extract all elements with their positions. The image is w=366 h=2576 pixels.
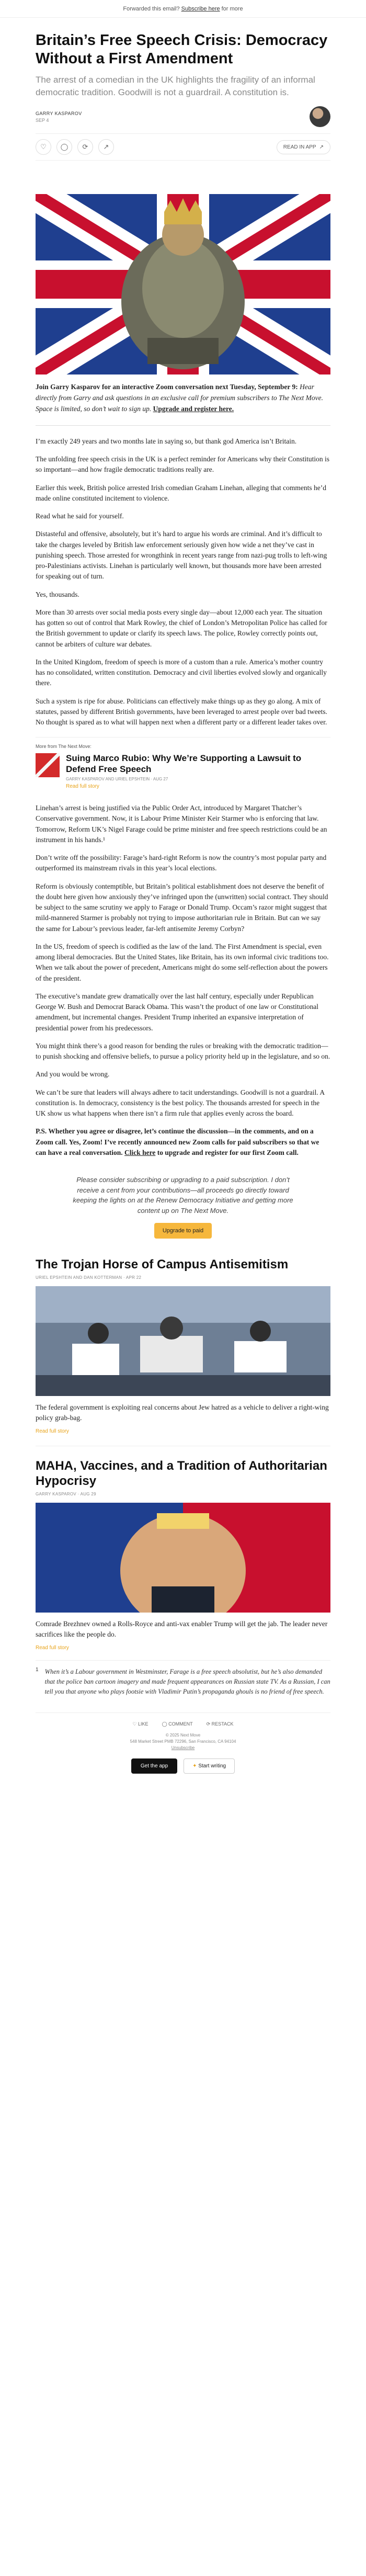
share-icon[interactable]: ↗ (98, 139, 114, 155)
related-read-link[interactable]: Read full story (36, 1645, 69, 1651)
post-subtitle: The arrest of a comedian in the UK highlights the fragility of an informal democratic tradition. Goodwill is not a guardrail. A constitution is. (36, 74, 315, 97)
paragraph: I’m exactly 249 years and two months late in saying so, but thank god America isn’t Britain. (36, 437, 297, 445)
byline (36, 106, 330, 127)
get-app-button[interactable]: Get the app (131, 1758, 177, 1774)
forward-suffix: for more (221, 5, 243, 12)
upgrade-button[interactable]: Upgrade to paid (154, 1223, 212, 1239)
portrait-photo (36, 1503, 330, 1613)
paragraph: The unfolding free speech crisis in the UK is a perfect reminder for Americans why their Constitution is so important—and how fragile democratic traditions really are. (36, 455, 329, 474)
start-writing-button[interactable] (184, 1758, 235, 1774)
related-post-card[interactable] (36, 1459, 330, 1651)
post-title[interactable]: Britain’s Free Speech Crisis: Democracy Without a First Amendment (36, 32, 328, 67)
promo-body: Hear directly from Garry and ask questions in an exclusive call for premium subscribers to The Next Move. Space is limited, so don’t wait to sign up. (36, 383, 324, 413)
star-icon: ✦ (192, 1763, 197, 1769)
unsubscribe-link[interactable]: Unsubscribe (171, 1745, 195, 1750)
post-date: SEP 4 (36, 117, 49, 123)
content-column (0, 31, 366, 1784)
embed-title[interactable]: Suing Marco Rubio: Why We’re Supporting a Lawsuit to Defend Free Speech (66, 753, 302, 774)
ps-suffix: to upgrade and register for our first Zoom call. (155, 1148, 299, 1156)
email-footer (36, 1712, 330, 1784)
footnote-number[interactable]: 1 (36, 1667, 39, 1673)
related-excerpt: Comrade Brezhnev owned a Rolls-Royce and anti-vax enabler Trump will get the jab. The leader never sacrifices like the people do. (36, 1619, 328, 1639)
read-in-app-button[interactable] (277, 140, 330, 154)
paragraph-link[interactable]: Read what he said for yourself. (36, 512, 124, 520)
ps-text: P.S. Whether you agree or disagree, let’s continue the discussion—in the comments, and on a Zoom call. Yes, Zoom! I’ve recently announced new Zoom calls for paid subscribers so that we can have a real conversation. (36, 1127, 319, 1156)
post-actions (36, 133, 330, 161)
related-read-link[interactable]: Read full story (36, 1428, 69, 1435)
author-name[interactable]: GARRY KASPAROV (36, 110, 82, 116)
paragraph: And you would be wrong. (36, 1070, 110, 1079)
paragraph: Linehan’s arrest is being justified via the Public Order Act, introduced by Margaret Thatcher’s Conservative government. Now, it is Labour Prime Minister Keir Starmer who is enforcing that law. Tomorrow, Reform UK’s Nigel Farage could be prime minister and free speech restrictions could be an instrument in his hands.¹ (36, 804, 327, 844)
related-meta: URIEL EPSHTEIN AND DAN KOTTERMAN · APR 22 (36, 1275, 142, 1280)
postscript (36, 1126, 330, 1158)
footer-restack-button[interactable]: ⟳ RESTACK (206, 1721, 234, 1727)
mailing-address: 548 Market Street PMB 72296, San Francisco, CA 94104 (130, 1739, 236, 1744)
paragraph: You might think there’s a good reason for bending the rules or breaking with the democratic tradition—to punish shocking and offensive beliefs, to pursue a policy priority held up in the legislature, and so on. (36, 1041, 330, 1061)
promo-register-link[interactable]: Upgrade and register here. (153, 404, 234, 413)
embedded-post-card[interactable] (36, 737, 330, 796)
like-icon[interactable]: ♡ (36, 139, 51, 155)
promo-lead: Join Garry Kasparov for an interactive Zoom conversation next Tuesday, September 9: (36, 383, 298, 391)
footer-like-button[interactable]: ♡ LIKE (132, 1721, 148, 1727)
forward-bar (0, 0, 366, 18)
union-jack-illustration (36, 194, 330, 375)
embed-meta: GARRY KASPAROV AND URIEL EPSHTEIN · AUG 27 (66, 777, 168, 782)
paragraph: Distasteful and offensive, absolutely, but it’s hard to argue his words are criminal. And it’s difficult to take the charges leveled by British law enforcement seriously given how wide a net they’ve cast in punishing speech. Those arrested for wrongthink in recent years range from nazi-pug trolls to left-wing pro-Palestinians activists. Linehan is particularly well known, but thousands more have been arrested for speaking out of turn. (36, 530, 327, 581)
embed-label: More from The Next Move: (36, 744, 92, 750)
paragraph: More than 30 arrests over social media posts every single day—about 12,000 each year. The situation has gotten so out of control that Mark Rowley, the chief of London’s Metropolitan Police has called for the British government to update or clarify its speech laws. The police, Rowley correctly points out, cannot be arbiters of culture war debates. (36, 608, 327, 648)
embed-thumbnail (36, 753, 60, 777)
read-in-app-label: READ IN APP (283, 144, 316, 150)
related-thumbnail (36, 1286, 330, 1396)
zoom-promo (36, 382, 330, 415)
related-excerpt: The federal government is exploiting real concerns about Jew hatred as a vehicle to deliver a right-wing policy grab-bag. (36, 1403, 329, 1422)
related-title[interactable]: The Trojan Horse of Campus Antisemitism (36, 1257, 289, 1272)
footnote-text: When it’s a Labour government in Westminster, Farage is a free speech absolutist, but he’s also demanded that the police ban cartoon imagery and made frequent appearances on Russian state TV. As a Russian, I can tell you that anyone who plays footsie with Vladimir Putin’s propaganda ghouls is no friend of free speech. (44, 1668, 330, 1695)
paragraph: In the United Kingdom, freedom of speech is more of a custom than a rule. America’s mother country has no consolidated, written constitution. Democracy and civil liberties evolved slowly and organically there. (36, 657, 327, 687)
related-post-card[interactable] (36, 1257, 330, 1434)
paragraph: Earlier this week, British police arrested Irish comedian Graham Linehan, alleging that comments he’d made online constituted incitement to violence. (36, 483, 326, 502)
embed-read-link[interactable]: Read full story (66, 784, 99, 790)
restack-icon[interactable]: ⟳ (77, 139, 93, 155)
hero-image (36, 194, 330, 375)
paragraph: Yes, thousands. (36, 590, 79, 598)
paragraph: Such a system is ripe for abuse. Politicians can effectively make things up as they go along. A mix of statutes, passed by different British governments, have been leveraged to arrest people over bad tweets. No thought is spared as to what will happen next when a different party or a different leader takes over. (36, 697, 327, 727)
subscribe-box (36, 1172, 330, 1245)
start-writing-label: Start writing (198, 1763, 226, 1769)
related-meta: GARRY KASPAROV · AUG 29 (36, 1491, 96, 1496)
comment-icon[interactable]: ◯ (56, 139, 72, 155)
subscribe-link[interactable]: Subscribe here (181, 5, 220, 12)
external-link-icon: ↗ (319, 144, 324, 150)
paragraph: Reform is obviously contemptible, but Britain’s political establishment does not deserve the benefit of the doubt here given how anxiously they’ve infringed upon the (unwritten) social contract. They should be subject to the same scrutiny we apply to Farage or Donald Trump. Occam’s razor might suggest that mild-mannered Starmer is probably not trying to impose authoritarian rule in Britain. But can we say the same for Labour’s previous leader, far-left antisemite Jeremy Corbyn? (36, 882, 328, 933)
related-title[interactable]: MAHA, Vaccines, and a Tradition of Authoritarian Hypocrisy (36, 1459, 327, 1489)
copyright: © 2025 Next Move (165, 1732, 201, 1738)
divider (36, 425, 330, 426)
forward-text: Forwarded this email? (123, 5, 180, 12)
paragraph: The executive’s mandate grew dramatically over the last half century, especially under Republican George W. Bush and Democrat Barack Obama. This wasn’t the product of one law or Constitutional amendment, but incremental changes. President Trump inherited an expansive interpretation of presidential power from his predecessors. (36, 992, 319, 1032)
protest-photo (36, 1286, 330, 1396)
paragraph: We can’t be sure that leaders will always adhere to tacit understandings. Goodwill is not a guardrail. A constitution is. In democracy, consistency is the best policy. The thousands arrested for speech in the UK show us what happens when there isn’t a firm rule that applies evenly across the board. (36, 1088, 325, 1118)
subscribe-text: Please consider subscribing or upgrading to a paid subscription. I don’t receive a cent from your contributions—all proceeds go directly toward keeping the lights on at the Renew Democracy Initiative and getting more content up on The Next Move. (73, 1176, 293, 1215)
ps-click-here-link[interactable]: Click here (124, 1148, 156, 1156)
footer-comment-button[interactable]: ◯ COMMENT (162, 1721, 193, 1727)
related-thumbnail (36, 1503, 330, 1613)
paragraph: In the US, freedom of speech is codified as the law of the land. The First Amendment is special, even among liberal democracies. But the United States, like Britain, has its own informal civic traditions too. When we talk about the power of precedent, Americans might do some self-reflection about the powers of the president. (36, 942, 329, 982)
footnote (36, 1660, 330, 1703)
paragraph: Don’t write off the possibility: Farage’s hard-right Reform is now the country’s most popular party and outperformed its mainstream rivals in this year’s local elections. (36, 854, 327, 872)
avatar[interactable] (310, 106, 330, 127)
